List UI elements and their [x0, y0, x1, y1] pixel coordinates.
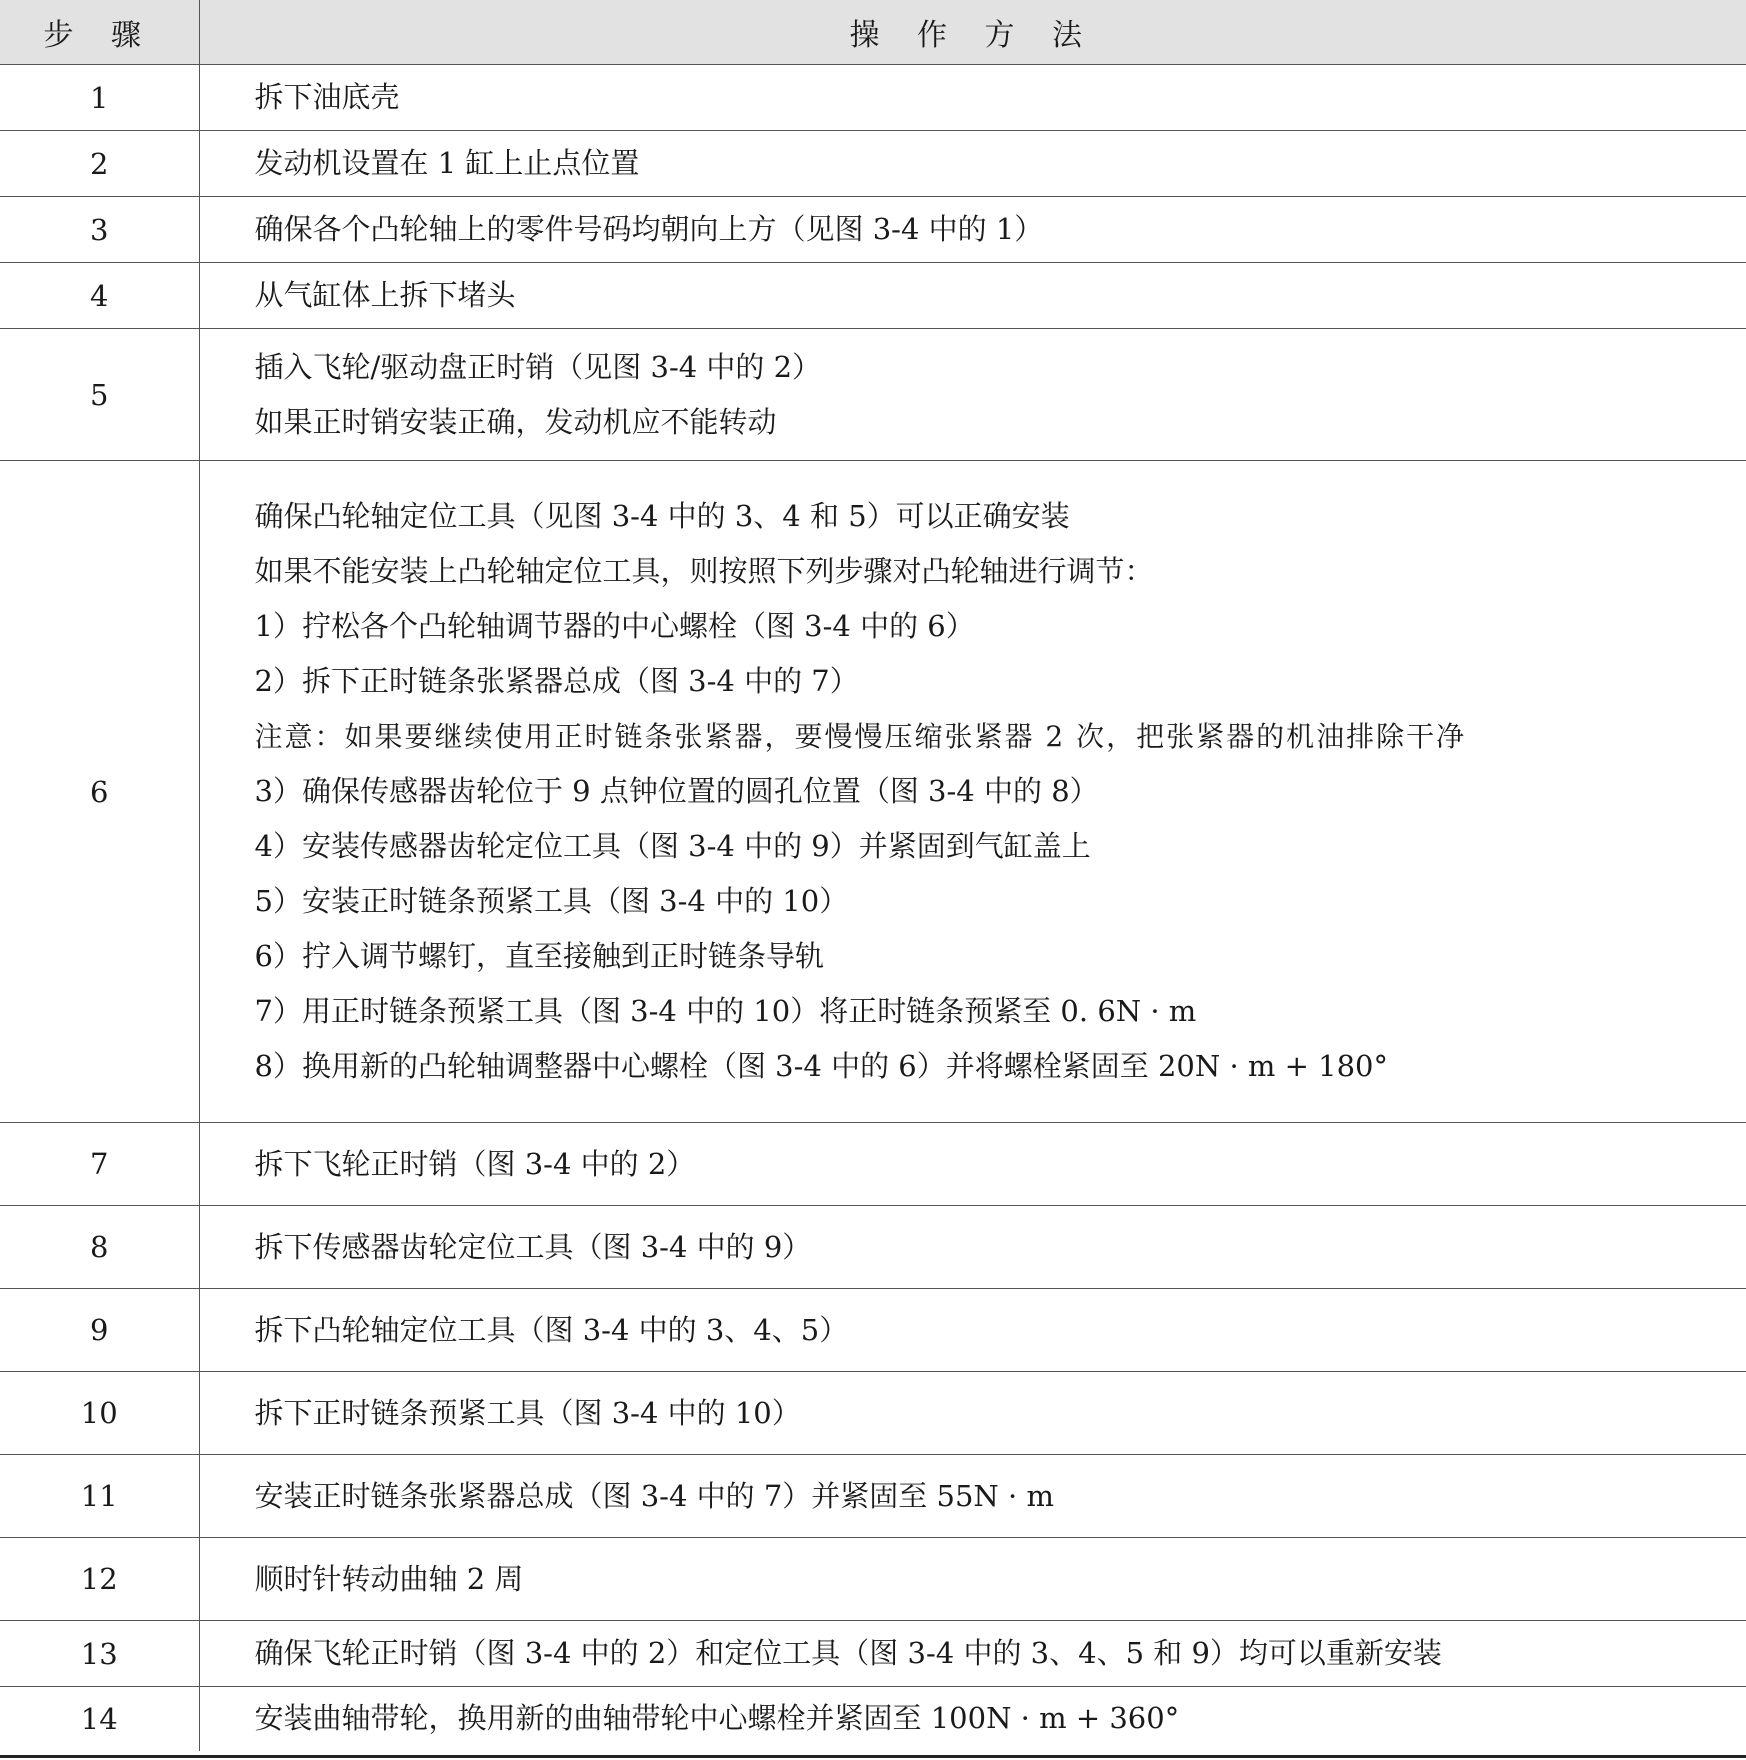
step-method [199, 329, 1746, 461]
step-method [199, 1123, 1746, 1206]
method-line: 发动机设置在 1 缸上止点位置 [254, 146, 640, 180]
step-number: 12 [0, 1538, 199, 1621]
table-row [0, 263, 1746, 329]
method-line: 5）安装正时链条预紧工具（图 3-4 中的 10） [254, 884, 849, 918]
method-line: 4）安装传感器齿轮定位工具（图 3-4 中的 9）并紧固到气缸盖上 [254, 829, 1091, 863]
step-method [199, 1372, 1746, 1455]
method-line: 确保飞轮正时销（图 3-4 中的 2）和定位工具（图 3-4 中的 3、4、5 和 9）均可以重新安装 [254, 1636, 1442, 1670]
table-body [0, 65, 1746, 1751]
step-number: 14 [0, 1687, 199, 1751]
table-header-row [0, 0, 1746, 65]
method-line: 拆下凸轮轴定位工具（图 3-4 中的 3、4、5） [254, 1312, 849, 1347]
note-line: 注意：如果要继续使用正时链条张紧器，要慢慢压缩张紧器 2 次，把张紧器的机油排除干净 [254, 720, 1467, 753]
table-row [0, 1206, 1746, 1289]
table-row [0, 197, 1746, 263]
method-line: 插入飞轮/驱动盘正时销（见图 3-4 中的 2） [254, 349, 822, 384]
method-line: 拆下飞轮正时销（图 3-4 中的 2） [254, 1146, 696, 1181]
step-number: 6 [0, 461, 199, 1123]
step-method [199, 65, 1746, 131]
table-row [0, 1621, 1746, 1687]
method-line: 如果不能安装上凸轮轴定位工具，则按照下列步骤对凸轮轴进行调节： [254, 554, 1154, 588]
step-number: 9 [0, 1289, 199, 1372]
step-number: 1 [0, 65, 199, 131]
step-number: 3 [0, 197, 199, 263]
method-line: 确保凸轮轴定位工具（见图 3-4 中的 3、4 和 5）可以正确安装 [254, 499, 1070, 533]
table-row [0, 329, 1746, 461]
step-method [199, 1538, 1746, 1621]
step-number: 10 [0, 1372, 199, 1455]
step-method [199, 1455, 1746, 1538]
method-line: 3）确保传感器齿轮位于 9 点钟位置的圆孔位置（图 3-4 中的 8） [254, 774, 1099, 808]
step-method [199, 131, 1746, 197]
step-number: 2 [0, 131, 199, 197]
table-row [0, 65, 1746, 131]
step-method [199, 197, 1746, 263]
table-row [0, 1289, 1746, 1372]
table-row [0, 1538, 1746, 1621]
method-line: 安装正时链条张紧器总成（图 3-4 中的 7）并紧固至 55N · m [254, 1478, 1054, 1513]
step-method [199, 1289, 1746, 1372]
step-number: 7 [0, 1123, 199, 1206]
step-number: 11 [0, 1455, 199, 1538]
step-method [199, 1206, 1746, 1289]
method-line: 拆下传感器齿轮定位工具（图 3-4 中的 9） [254, 1229, 812, 1264]
step-method [199, 461, 1746, 1123]
method-line: 如果正时销安装正确，发动机应不能转动 [254, 404, 777, 439]
step-number: 4 [0, 263, 199, 329]
table-bottom-rule [0, 1755, 1746, 1758]
step-method [199, 1621, 1746, 1687]
method-line: 拆下油底壳 [254, 80, 400, 114]
method-line: 拆下正时链条预紧工具（图 3-4 中的 10） [254, 1395, 801, 1430]
method-line: 6）拧入调节螺钉，直至接触到正时链条导轨 [254, 939, 824, 973]
step-method [199, 1687, 1746, 1751]
table-row [0, 1687, 1746, 1751]
table-row [0, 1123, 1746, 1206]
table-row [0, 1455, 1746, 1538]
method-line: 确保各个凸轮轴上的零件号码均朝向上方（见图 3-4 中的 1） [254, 212, 1044, 246]
step-method [199, 263, 1746, 329]
header-method: 操 作 方 法 [199, 0, 1746, 65]
table-row [0, 1372, 1746, 1455]
step-number: 8 [0, 1206, 199, 1289]
method-line: 8）换用新的凸轮轴调整器中心螺栓（图 3-4 中的 6）并将螺栓紧固至 20N · m + 180° [254, 1049, 1388, 1083]
header-step: 步 骤 [0, 0, 199, 65]
method-line: 顺时针转动曲轴 2 周 [254, 1561, 524, 1596]
method-line: 2）拆下正时链条张紧器总成（图 3-4 中的 7） [254, 664, 859, 698]
table-row [0, 131, 1746, 197]
step-number: 5 [0, 329, 199, 461]
method-line: 从气缸体上拆下堵头 [254, 278, 516, 312]
table-row [0, 461, 1746, 1123]
method-line: 安装曲轴带轮，换用新的曲轴带轮中心螺栓并紧固至 100N · m + 360° [254, 1701, 1180, 1736]
method-line: 7）用正时链条预紧工具（图 3-4 中的 10）将正时链条预紧至 0. 6N · m [254, 994, 1197, 1028]
step-number: 13 [0, 1621, 199, 1687]
method-line: 1）拧松各个凸轮轴调节器的中心螺栓（图 3-4 中的 6） [254, 609, 975, 643]
